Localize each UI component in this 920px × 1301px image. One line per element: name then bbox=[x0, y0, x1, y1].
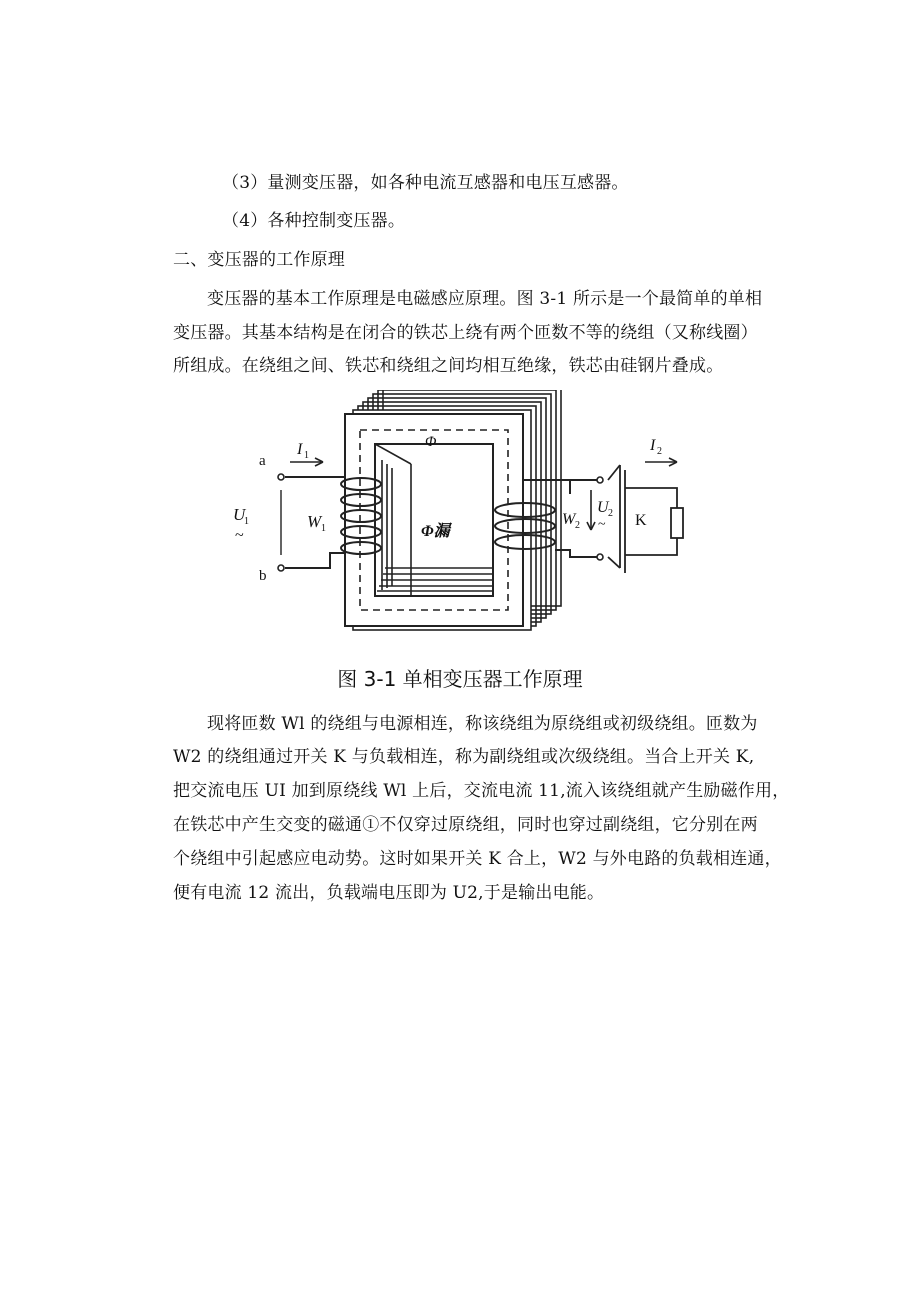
paragraph2-line: 在铁芯中产生交变的磁通①不仅穿过原绕组，同时也穿过副绕组，它分别在两 bbox=[173, 815, 758, 835]
label-w1: W bbox=[307, 512, 322, 531]
label-u1-sub: 1 bbox=[244, 516, 249, 527]
current-arrow-i2 bbox=[645, 458, 677, 466]
label-phi-leak: Φ漏 bbox=[421, 523, 450, 540]
label-a: a bbox=[259, 453, 266, 469]
voltage-arrow-u2 bbox=[587, 490, 595, 530]
label-k: K bbox=[635, 512, 647, 529]
terminal-out-top bbox=[597, 477, 603, 483]
load-resistor bbox=[625, 488, 683, 555]
label-u1: U bbox=[233, 505, 246, 524]
label-u2-tilde: ~ bbox=[598, 517, 606, 532]
primary-winding bbox=[285, 477, 381, 568]
label-u2-sub: 2 bbox=[608, 508, 613, 519]
list-item-3: （3）量测变压器，如各种电流互感器和电压互感器。 bbox=[222, 173, 629, 193]
paragraph1-line: 变压器。其基本结构是在闭合的铁芯上绕有两个匝数不等的绕组（又称线圈） bbox=[173, 323, 758, 343]
list-item-4: （4）各种控制变压器。 bbox=[222, 211, 406, 231]
terminal-out-bottom bbox=[597, 554, 603, 560]
label-u2: U bbox=[597, 499, 609, 516]
terminal-b bbox=[278, 565, 284, 571]
paragraph2-line: 便有电流 12 流出，负载端电压即为 U2,于是输出电能。 bbox=[173, 883, 605, 903]
paragraph2-line: 个绕组中引起感应电动势。这时如果开关 K 合上，W2 与外电路的负载相连通， bbox=[173, 849, 782, 869]
switch-k bbox=[608, 465, 625, 573]
label-i1: I bbox=[297, 441, 303, 458]
paragraph1-line: 所组成。在绕组之间、铁芯和绕组之间均相互绝缘，铁芯由硅钢片叠成。 bbox=[173, 356, 724, 376]
label-i1-sub: 1 bbox=[304, 450, 309, 461]
figure-caption: 图 3-1 单相变压器工作原理 bbox=[337, 667, 583, 691]
label-w1-sub: 1 bbox=[321, 523, 326, 534]
label-i2: I bbox=[650, 437, 656, 454]
label-phi: Φ bbox=[425, 434, 437, 450]
label-w2-sub: 2 bbox=[575, 520, 580, 531]
label-u1-tilde: ~ bbox=[235, 527, 244, 544]
transformer-diagram bbox=[225, 390, 705, 640]
label-i2-sub: 2 bbox=[657, 446, 662, 457]
paragraph1-line: 变压器的基本工作原理是电磁感应原理。图 3-1 所示是一个最简单的单相 bbox=[207, 289, 763, 309]
label-b: b bbox=[259, 568, 267, 584]
label-w2: W bbox=[562, 511, 576, 528]
paragraph2-line: 把交流电压 UI 加到原绕线 Wl 上后，交流电流 11,流入该绕组就产生励磁作用， bbox=[173, 781, 790, 801]
terminal-a bbox=[278, 474, 284, 480]
paragraph2-line: W2 的绕组通过开关 K 与负载相连，称为副绕组或次级绕组。当合上开关 K, bbox=[173, 747, 755, 767]
paragraph2-line: 现将匝数 Wl 的绕组与电源相连，称该绕组为原绕组或初级绕组。匝数为 bbox=[207, 714, 758, 734]
section-heading: 二、变压器的工作原理 bbox=[173, 250, 345, 270]
